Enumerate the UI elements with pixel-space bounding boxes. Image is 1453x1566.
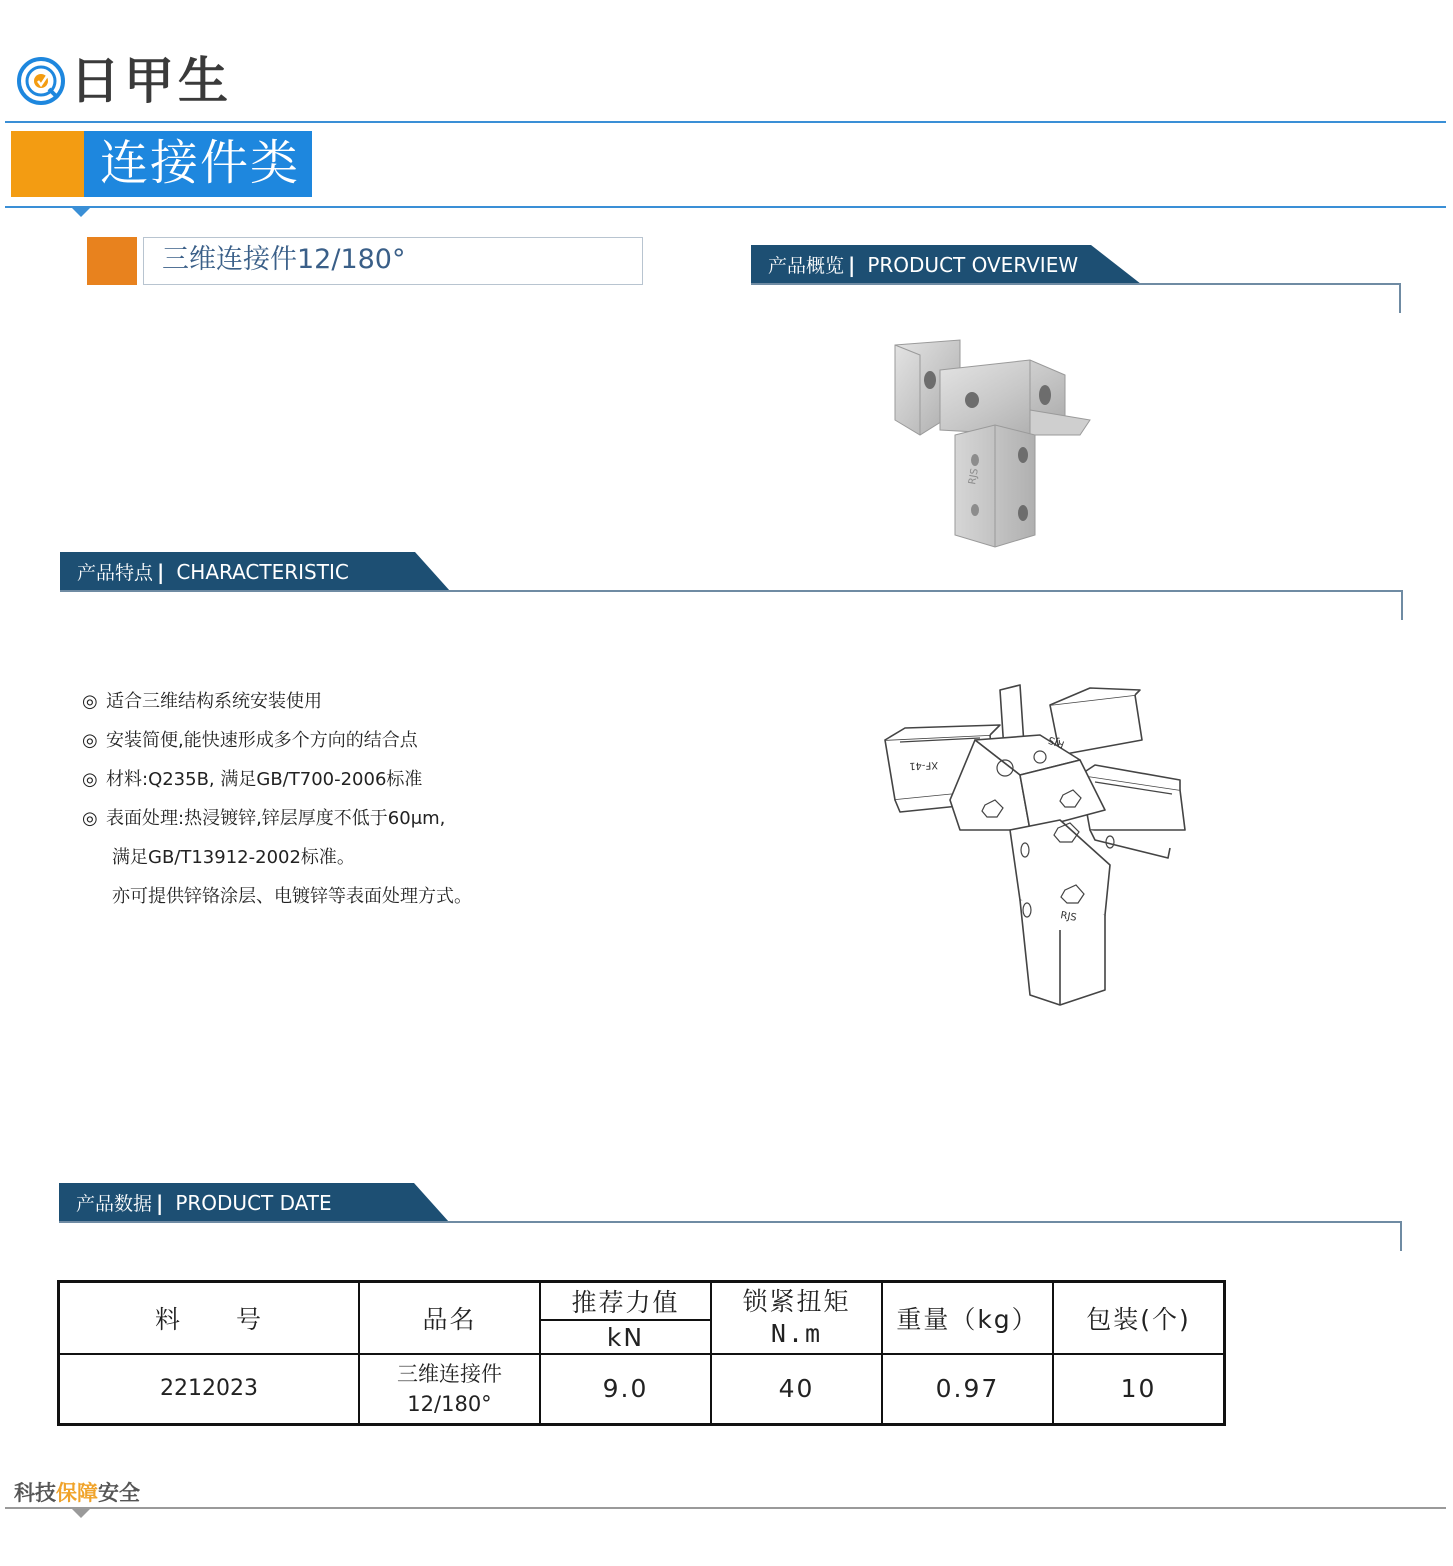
photo-stamp: RJS <box>967 467 981 486</box>
cell-weight: 0.97 <box>882 1354 1053 1424</box>
feature-item: ◎ 表面处理:热浸镀锌,锌层厚度不低于60μm, <box>82 808 446 829</box>
header-force-unit: kN <box>540 1320 711 1354</box>
product-name: 三维连接件12/180° <box>162 244 406 275</box>
category-rule <box>5 206 1446 208</box>
feature-item: 满足GB/T13912-2002标准。 <box>112 847 355 868</box>
category-pointer-icon <box>72 208 90 217</box>
overview-header-label: 产品概览 | PRODUCT OVERVIEW <box>768 253 1079 277</box>
cell-pack: 10 <box>1053 1354 1225 1424</box>
header-name: 品名 <box>359 1282 540 1355</box>
cell-part-no: 2212023 <box>59 1354 360 1424</box>
footer-slogan: 科技保障安全 <box>14 1481 140 1505</box>
drawing-stamp-xf41: XF-41 <box>908 759 939 772</box>
overview-header-tick <box>1399 283 1401 313</box>
characteristic-header-label: 产品特点 | CHARACTERISTIC <box>77 560 349 584</box>
brand-name: 日甲生 <box>70 52 232 110</box>
drawing-stamp-rjs-bottom: RJS <box>1059 910 1078 924</box>
product-photo <box>880 335 1100 555</box>
product-accent <box>87 237 137 285</box>
feature-item: ◎ 材料:Q235B, 满足GB/T700-2006标准 <box>82 769 423 790</box>
category-accent <box>11 131 84 197</box>
header-rule <box>5 121 1446 123</box>
footer-rule <box>5 1507 1446 1509</box>
assembly-drawing <box>880 680 1200 1010</box>
header-pack: 包装(个) <box>1053 1282 1225 1355</box>
circle-q-logo-icon <box>16 56 66 106</box>
data-header-tick <box>1400 1221 1402 1251</box>
drawing-stamp-rjs-top: RJS <box>1046 733 1067 750</box>
cell-force: 9.0 <box>540 1354 711 1424</box>
cell-name: 三维连接件 12/180° <box>359 1354 540 1424</box>
cell-torque: 40 <box>711 1354 882 1424</box>
header-force: 推荐力值 <box>540 1282 711 1321</box>
data-header-label: 产品数据 | PRODUCT DATE <box>76 1191 332 1215</box>
header-torque: 锁紧扭矩 N.m <box>711 1282 882 1355</box>
header-part-no: 料 号 <box>59 1282 360 1355</box>
feature-item: ◎ 安装简便,能快速形成多个方向的结合点 <box>82 730 418 751</box>
feature-item: ◎ 适合三维结构系统安装使用 <box>82 691 322 712</box>
table-row <box>59 1354 1225 1424</box>
category-title: 连接件类 <box>100 135 301 191</box>
characteristic-header-tick <box>1401 590 1403 620</box>
spec-table <box>57 1280 1226 1426</box>
header-weight: 重量（kg） <box>882 1282 1053 1355</box>
feature-item: 亦可提供锌铬涂层、电镀锌等表面处理方式。 <box>112 886 472 907</box>
footer-pointer-icon <box>72 1509 90 1518</box>
